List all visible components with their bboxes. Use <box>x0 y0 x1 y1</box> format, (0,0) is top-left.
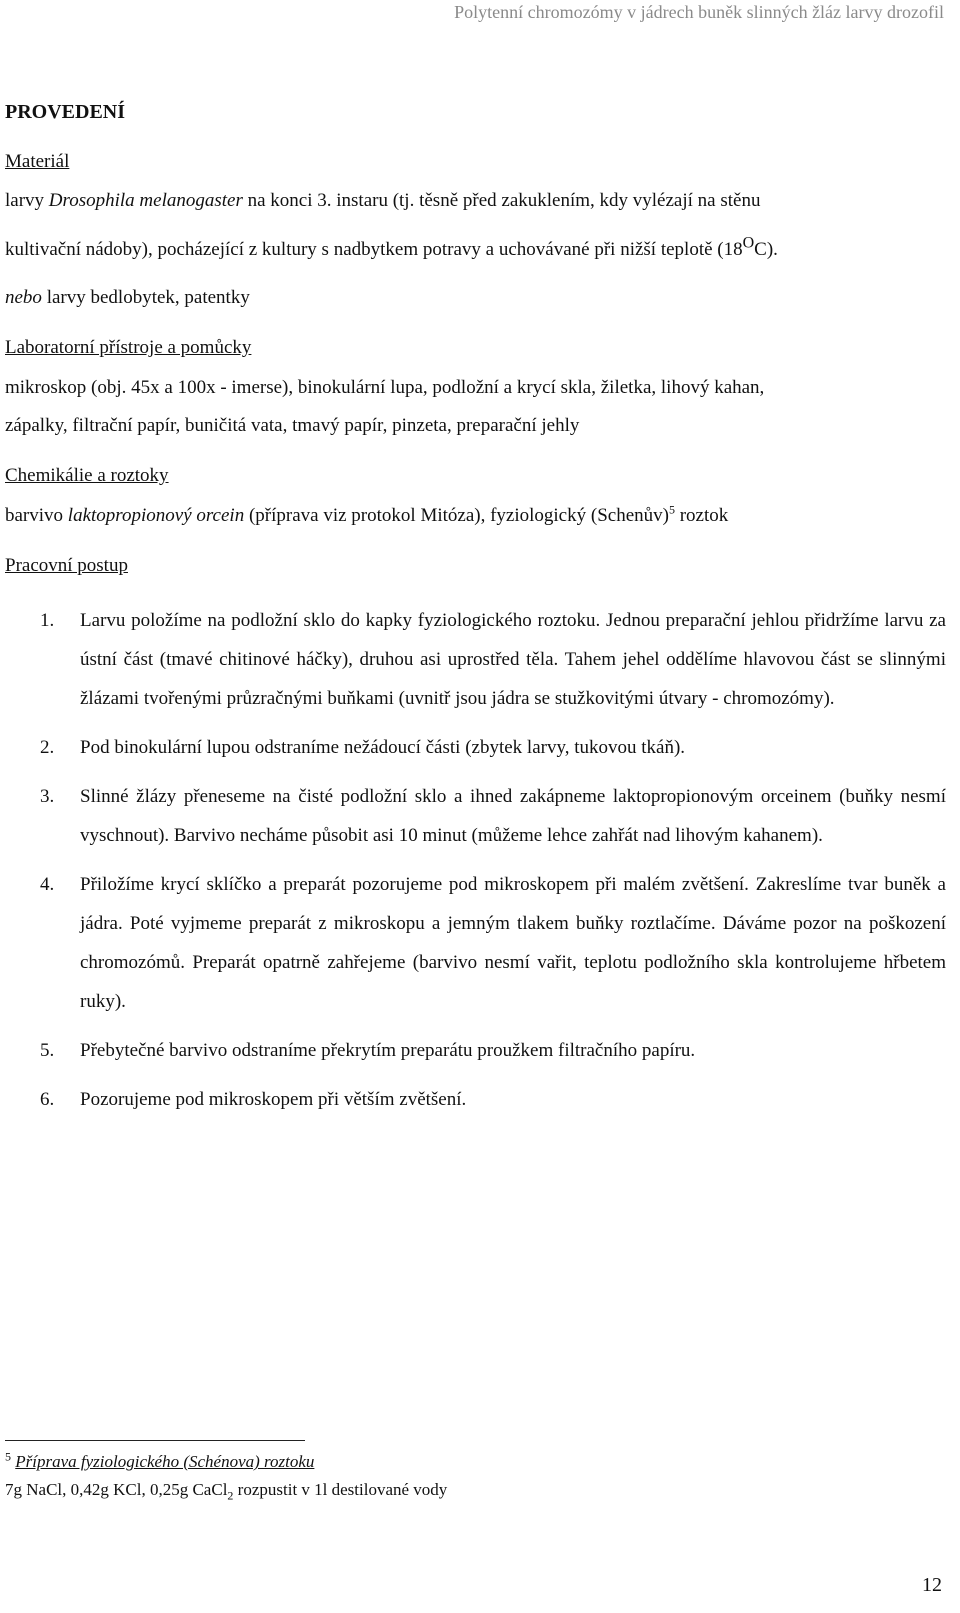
procedure-heading <box>5 553 946 579</box>
footnote-ref: 5 <box>668 502 675 517</box>
material-text-c: kultivační nádoby), pocházející z kultury s nadbytkem potravy a uchovávané při nižší teplotě (18 <box>5 239 743 260</box>
instruments-line-2: zápalky, filtrační papír, buničitá vata, tmavý papír, pinzeta, preparační jehly <box>5 415 580 436</box>
step-number: 4. <box>40 874 55 895</box>
material-text-b: na konci 3. instaru (tj. těsně před zakuklením, kdy vylézají na stěnu <box>242 190 761 211</box>
chem-text-b: (příprava viz protokol Mitóza), fyziologický (Schenův) <box>244 505 669 526</box>
footnote-title: Příprava fyziologického (Schénova) roztoku <box>15 1452 315 1471</box>
step-4 <box>0 865 960 1021</box>
section-title: PROVEDENÍ <box>5 101 126 123</box>
recipe-b: rozpustit v 1l destilované vody <box>233 1480 448 1499</box>
chem-text-c: roztok <box>674 505 729 526</box>
step-5 <box>0 1031 960 1070</box>
step-number: 2. <box>40 737 55 758</box>
page-number: 12 <box>922 1574 942 1596</box>
footnote-marker: 5 <box>5 1449 11 1464</box>
material-line-1 <box>5 188 946 214</box>
step-1 <box>0 601 960 718</box>
material-text-d: C). <box>754 239 778 260</box>
alt-rest: larvy bedlobytek, patentky <box>41 287 250 308</box>
chemicals-heading-text: Chemikálie a roztoky <box>5 465 169 486</box>
step-2 <box>0 728 960 767</box>
step-text: Larvu položíme na podložní sklo do kapky fyziologického roztoku. Jednou preparační jehlou přidržíme larvu za ústní část (tmavé chitinové háčky), druhou asi uprostřed těla. Tahem jehel oddělíme hlavovou část se slinnými žlázami tvořenými průzračnými buňkami (uvnitř jsou jádra se stužkovitými útvary - chromozómy). <box>80 610 946 709</box>
procedure-heading-text: Pracovní postup <box>5 555 128 576</box>
procedure-steps <box>0 601 960 1129</box>
instruments-heading <box>5 335 946 361</box>
material-heading-text: Materiál <box>5 151 70 172</box>
instruments-heading-text: Laboratorní přístroje a pomůcky <box>5 337 252 358</box>
step-text: Přiložíme krycí sklíčko a preparát pozorujeme pod mikroskopem při malém zvětšení. Zakreslíme tvar buněk a jádra. Poté vyjmeme preparát z mikroskopu a jemným tlakem buňky roztlačíme. Dáváme pozor na poškození chromozómů. Preparát opatrně zahřejeme (barvivo nesmí vařit, teplotu podložního skla kontrolujeme hřbetem ruky). <box>80 874 946 1012</box>
material-text-a: larvy <box>5 190 49 211</box>
material-heading <box>5 149 946 175</box>
degree-symbol: O <box>742 234 755 252</box>
step-number: 1. <box>40 610 55 631</box>
footnote-recipe <box>5 1478 447 1502</box>
chem-text-a: barvivo <box>5 505 68 526</box>
alt-word: nebo <box>5 287 42 308</box>
footnote-divider <box>5 1440 305 1441</box>
running-header: Polytenní chromozómy v jádrech buněk slinných žláz larvy drozofil <box>454 2 944 22</box>
step-number: 6. <box>40 1089 55 1110</box>
step-6 <box>0 1080 960 1119</box>
step-number: 5. <box>40 1040 55 1061</box>
step-text: Pod binokulární lupou odstraníme nežádoucí části (zbytek larvy, tukovou tkáň). <box>80 737 686 758</box>
chemicals-line <box>5 503 946 529</box>
step-text: Přebytečné barvivo odstraníme překrytím preparátu proužkem filtračního papíru. <box>80 1040 696 1061</box>
footnote-title-line <box>5 1450 314 1474</box>
stain-name: laktopropionový orcein <box>67 505 245 526</box>
recipe-a: 7g NaCl, 0,42g KCl, 0,25g CaCl <box>5 1480 228 1499</box>
recipe-subscript: 2 <box>227 1488 234 1503</box>
step-3 <box>0 777 960 855</box>
instruments-line-1: mikroskop (obj. 45x a 100x - imerse), binokulární lupa, podložní a krycí skla, žiletka, lihový kahan, <box>5 377 765 398</box>
step-text: Slinné žlázy přeneseme na čisté podložní sklo a ihned zakápneme laktopropionovým orceinem (buňky nesmí vyschnout). Barvivo necháme působit asi 10 minut (můžeme lehce zahřát nad lihovým kahanem). <box>80 786 946 846</box>
material-alternative <box>5 285 946 311</box>
chemicals-heading <box>5 463 946 489</box>
step-number: 3. <box>40 786 55 807</box>
species-name: Drosophila melanogaster <box>48 190 243 211</box>
material-line-2 <box>5 234 946 263</box>
step-text: Pozorujeme pod mikroskopem při větším zvětšení. <box>80 1089 467 1110</box>
